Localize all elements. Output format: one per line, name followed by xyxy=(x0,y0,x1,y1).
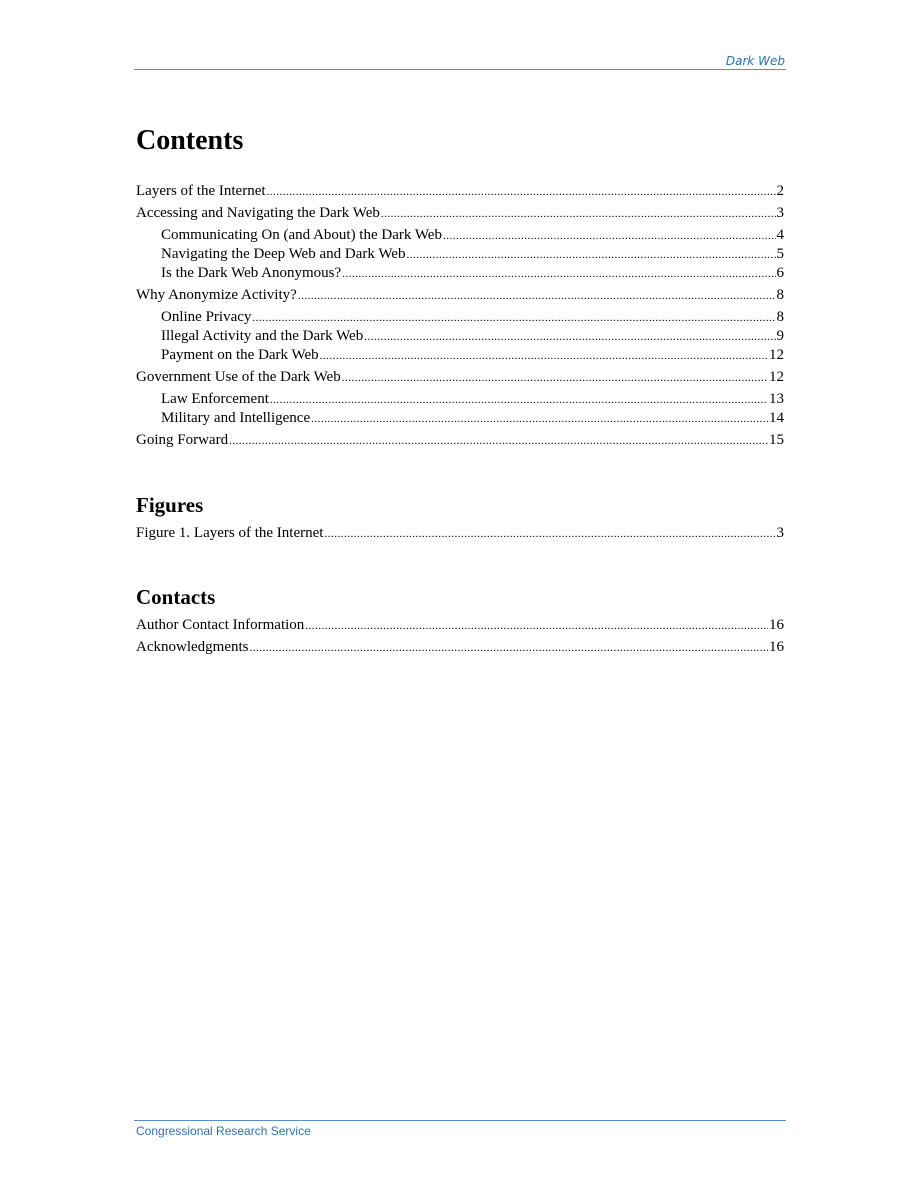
toc-entry[interactable] xyxy=(136,286,784,305)
running-footer xyxy=(134,1120,786,1138)
toc-dot-leader xyxy=(342,368,768,388)
toc-entry-title: Author Contact Information xyxy=(136,617,305,633)
toc-dot-leader xyxy=(406,245,775,265)
toc-page-number: 2 xyxy=(776,183,784,199)
toc-dot-leader xyxy=(324,524,775,544)
toc-dot-leader xyxy=(443,226,776,246)
toc-entry[interactable] xyxy=(136,616,784,635)
toc-entry[interactable] xyxy=(136,204,784,223)
toc-dot-leader xyxy=(252,308,775,328)
toc-page-number: 6 xyxy=(776,265,784,281)
toc-dot-leader xyxy=(342,264,775,284)
toc-dot-leader xyxy=(270,390,768,410)
toc-dot-leader xyxy=(320,346,768,366)
toc-dot-leader xyxy=(305,616,768,636)
toc-entry-title: Government Use of the Dark Web xyxy=(136,369,341,385)
toc-entry-title: Illegal Activity and the Dark Web xyxy=(161,328,364,344)
toc-page-number: 16 xyxy=(769,639,784,655)
toc-page-number: 3 xyxy=(776,525,784,541)
document-body xyxy=(136,124,784,657)
toc-entry-title: Payment on the Dark Web xyxy=(161,347,319,363)
toc-entry[interactable] xyxy=(136,308,784,327)
toc-entry-title: Accessing and Navigating the Dark Web xyxy=(136,205,380,221)
toc-entry-title: Why Anonymize Activity? xyxy=(136,287,297,303)
toc-entry-title: Acknowledgments xyxy=(136,639,249,655)
toc-dot-leader xyxy=(311,409,768,429)
toc-entry-title: Communicating On (and About) the Dark Web xyxy=(161,227,442,243)
toc-page-number: 5 xyxy=(776,246,784,262)
toc-entry-title: Online Privacy xyxy=(161,309,252,325)
toc-dot-leader xyxy=(249,638,768,658)
toc-entry[interactable] xyxy=(136,431,784,450)
toc-page-number: 4 xyxy=(776,227,784,243)
toc-entry[interactable] xyxy=(136,638,784,657)
toc-entry[interactable] xyxy=(136,390,784,409)
toc-page-number: 8 xyxy=(776,287,784,303)
toc-entry[interactable] xyxy=(136,409,784,428)
toc-page-number: 12 xyxy=(769,369,784,385)
toc-dot-leader xyxy=(381,204,776,224)
toc-entry[interactable] xyxy=(136,226,784,245)
toc-entry[interactable] xyxy=(136,524,784,543)
figures-list xyxy=(136,524,784,543)
toc-entry[interactable] xyxy=(136,264,784,283)
toc-entry[interactable] xyxy=(136,346,784,365)
contents-title: Contents xyxy=(136,125,244,156)
toc-dot-leader xyxy=(364,327,775,347)
toc-page-number: 13 xyxy=(769,391,784,407)
toc-entry[interactable] xyxy=(136,327,784,346)
toc-page-number: 14 xyxy=(769,410,784,426)
toc-entry-title: Navigating the Deep Web and Dark Web xyxy=(161,246,406,262)
toc-entry-title: Is the Dark Web Anonymous? xyxy=(161,265,342,281)
toc-entry-title: Military and Intelligence xyxy=(161,410,311,426)
toc-dot-leader xyxy=(298,286,776,306)
toc-entry-title: Layers of the Internet xyxy=(136,183,266,199)
running-header xyxy=(134,54,786,70)
toc-dot-leader xyxy=(267,182,776,202)
toc-entry[interactable] xyxy=(136,368,784,387)
toc-entry[interactable] xyxy=(136,182,784,201)
contacts-list xyxy=(136,616,784,657)
running-header-title: Dark Web xyxy=(725,54,785,68)
toc-entry-title: Law Enforcement xyxy=(161,391,269,407)
toc-page-number: 16 xyxy=(769,617,784,633)
toc-entry-title: Figure 1. Layers of the Internet xyxy=(136,525,324,541)
toc-entry-title: Going Forward xyxy=(136,432,229,448)
toc-page-number: 15 xyxy=(769,432,784,448)
footer-publisher: Congressional Research Service xyxy=(136,1124,311,1138)
contents-list xyxy=(136,182,784,450)
toc-page-number: 3 xyxy=(776,205,784,221)
toc-page-number: 9 xyxy=(776,328,784,344)
figures-title: Figures xyxy=(136,493,204,517)
toc-dot-leader xyxy=(229,431,768,451)
toc-page-number: 8 xyxy=(776,309,784,325)
toc-entry[interactable] xyxy=(136,245,784,264)
contacts-title: Contacts xyxy=(136,585,216,609)
toc-page-number: 12 xyxy=(769,347,784,363)
